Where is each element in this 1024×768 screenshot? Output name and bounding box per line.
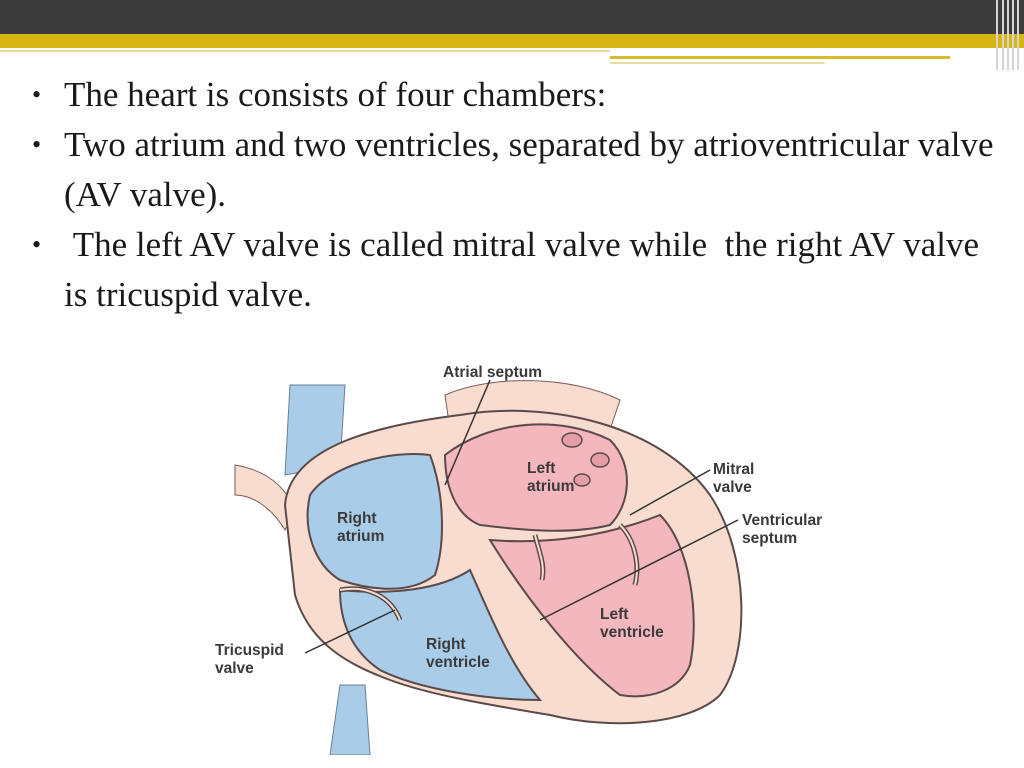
label-ventricular-septum-line1: Ventricular xyxy=(742,512,823,529)
label-right-atrium-line1: Right xyxy=(337,510,377,527)
corner-stripes xyxy=(994,0,1024,70)
top-banner xyxy=(0,0,1024,34)
bullet-dot: • xyxy=(32,80,42,109)
label-left-atrium-line2: atrium xyxy=(527,478,575,495)
label-right-ventricle-line2: ventricle xyxy=(426,654,490,671)
pulmonary-vein-opening xyxy=(562,433,582,447)
bullet-item xyxy=(30,120,1010,220)
label-tricuspid-valve-line2: valve xyxy=(215,660,254,677)
label-right-ventricle-line1: Right xyxy=(426,636,466,653)
bullet-item xyxy=(30,70,1010,120)
label-ventricular-septum-line2: septum xyxy=(742,530,798,547)
bullet-text: The left AV valve is called mitral valve while the right AV valve is tricuspid valve. xyxy=(64,225,988,314)
label-mitral-valve-line1: Mitral xyxy=(713,461,755,478)
bullet-dot: • xyxy=(32,130,42,159)
bullet-text: Two atrium and two ventricles, separated by atrioventricular valve (AV valve). xyxy=(64,125,994,214)
gold-accent-line-3 xyxy=(610,62,825,64)
pulmonary-vein-opening xyxy=(574,474,590,486)
bullet-list xyxy=(30,70,1010,320)
label-mitral-valve-line2: valve xyxy=(713,479,752,496)
bullet-item xyxy=(30,220,1010,320)
label-left-atrium-line1: Left xyxy=(527,460,556,477)
bullet-dot: • xyxy=(32,230,42,259)
label-tricuspid-valve-line1: Tricuspid xyxy=(215,642,284,659)
label-atrial-septum: Atrial septum xyxy=(443,364,543,381)
bullet-text: The heart is consists of four chambers: xyxy=(64,75,607,114)
lower-vessel xyxy=(330,685,370,755)
gold-accent-line-2 xyxy=(610,56,950,59)
gold-accent-bar xyxy=(0,34,1024,48)
gold-accent-line xyxy=(0,50,610,52)
pulmonary-vein-opening xyxy=(591,453,609,467)
label-left-ventricle-line2: ventricle xyxy=(600,624,664,641)
label-right-atrium-line2: atrium xyxy=(337,528,385,545)
label-left-ventricle-line1: Left xyxy=(600,606,629,623)
heart-diagram xyxy=(190,355,870,755)
